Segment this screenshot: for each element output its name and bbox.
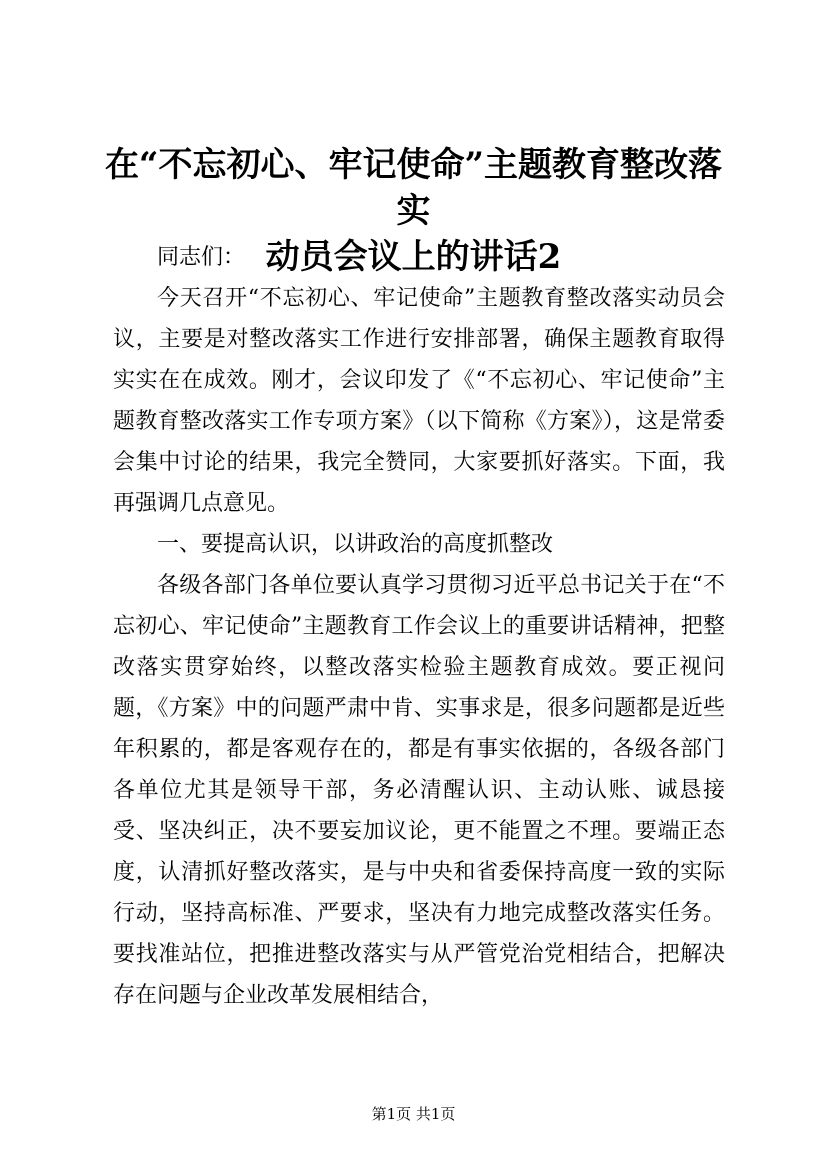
paragraph-intro: 今天召开“不忘初心、牢记使命”主题教育整改落实动员会议，主要是对整改落实工作进行安排部署，确保主题教育取得实实在在成效。刚才，会议印发了《“不忘初心、牢记使命”主题教育整改落实工作专项方案》（以下简称《方案》），这是常委会集中讨论的结果，我完全赞同，大家要抓好落实。下面，我再强调几点意见。 — [113, 286, 725, 516]
salutation: 同志们： — [157, 245, 246, 270]
title-line-2: 动员会议上的讲话2 — [265, 237, 562, 277]
section-heading-1: 一、要提高认识，以讲政治的高度抓整改 — [157, 532, 554, 557]
document-body — [113, 237, 725, 1016]
title-line-1: 在“不忘初心、牢记使命”主题教育整改落实 — [104, 145, 723, 231]
page-footer: 第1页 共1页 — [371, 1105, 456, 1123]
paragraph-section-1: 各级各部门各单位要认真学习贯彻习近平总书记关于在“不忘初心、牢记使命”主题教育工作会议上的重要讲话精神，把整改落实贯穿始终，以整改落实检验主题教育成效。要正视问题，《方案》中的问题严肃中肯、实事求是，很多问题都是近些年积累的，都是客观存在的，都是有事实依据的，各级各部门各单位尤其是领导干部，务必清醒认识、主动认账、诚恳接受、坚决纠正，决不要妄加议论，更不能置之不理。要端正态度，认清抓好整改落实，是与中央和省委保持高度一致的实际行动，坚持高标准、严要求，坚决有力地完成整改落实任务。要找准站位，把推进整改落实与从严管党治党相结合，把解决存在问题与企业改革发展相结合， — [113, 573, 725, 1008]
